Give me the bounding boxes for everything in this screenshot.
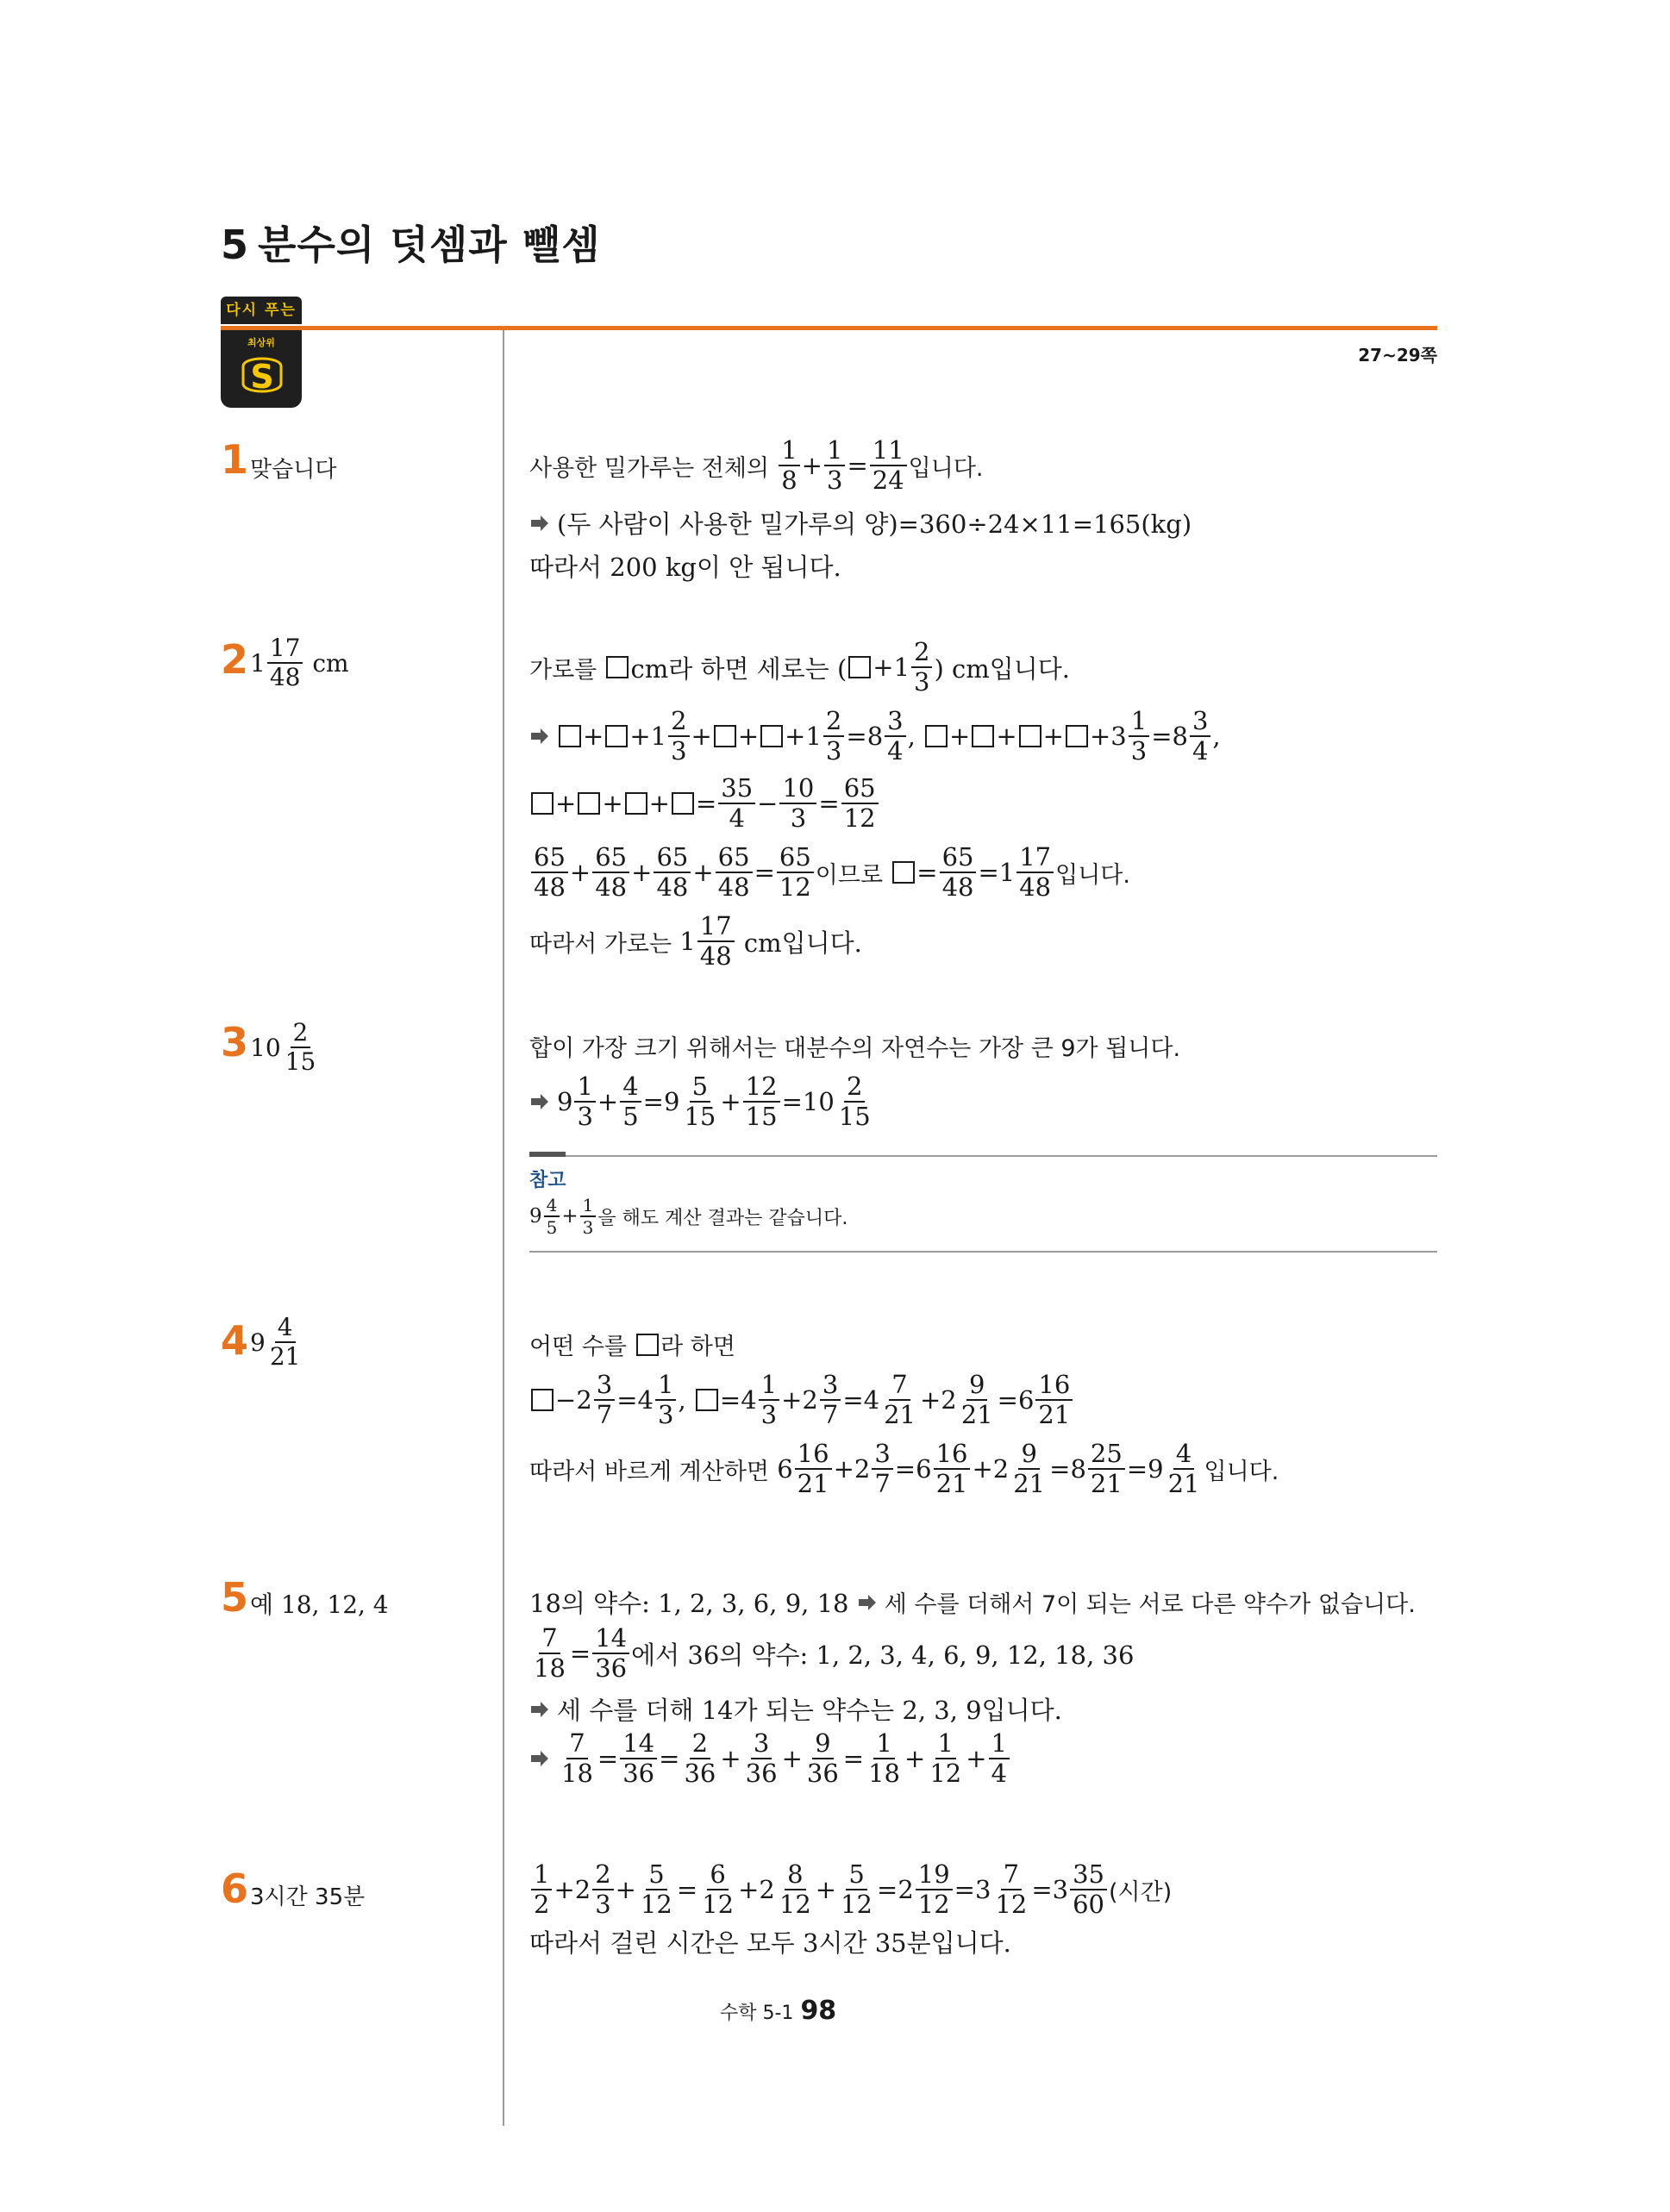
text: 입니다.	[1204, 1458, 1279, 1485]
fraction: 1 8	[779, 438, 799, 493]
text: 라 하면	[660, 1334, 735, 1360]
text: 18의 약수: 1, 2, 3, 6, 9, 18	[529, 1589, 849, 1618]
text: 합이 가장 크기 위해서는 대분수의 자연수는 가장 큰 9가 됩니다.	[529, 1035, 1181, 1062]
answer	[250, 1018, 320, 1076]
fraction: 14 36	[592, 1626, 629, 1681]
solution-line: 1 2 + 2 2 3 + 5 12 = 6 12 + 2 8 12 + 5 12 = 2 19 12 = 3 7 12 = 3 35 60 (시간)	[529, 1862, 1172, 1917]
fraction: 9 21	[960, 1370, 993, 1429]
text: 사용한 밀가루는 전체의	[529, 454, 769, 482]
fraction: 16 21	[795, 1441, 832, 1497]
badge-logo	[221, 330, 302, 408]
note-divider-top	[529, 1155, 1437, 1157]
right-arrow-icon	[529, 1748, 550, 1769]
question-number: 6	[221, 1865, 249, 1912]
fraction: 3 7	[872, 1441, 892, 1497]
solution-line: 사용한 밀가루는 전체의 1 8 + 1 3 = 11 24 입니다.	[529, 435, 984, 495]
question-number: 1	[221, 436, 249, 483]
fraction: $\frac{65}{12}$	[777, 845, 814, 900]
fraction: 2 3	[592, 1862, 613, 1917]
question-number: 4	[221, 1317, 249, 1364]
fraction: $\frac{65}{12}$	[841, 776, 879, 831]
fraction: 3 7	[820, 1372, 841, 1428]
solution-line	[529, 1691, 1062, 1727]
header-rule	[221, 326, 1437, 330]
blank-box	[625, 792, 647, 815]
solution-line	[529, 637, 1071, 697]
solution-line	[529, 548, 841, 584]
right-arrow-icon	[529, 1091, 550, 1112]
note-marker	[529, 1152, 566, 1157]
blank-box	[892, 861, 915, 884]
blank-box	[531, 792, 554, 815]
page-footer	[720, 1996, 836, 2026]
answer: 예 18, 12, 4	[250, 1590, 389, 1619]
text: 이므로	[815, 861, 884, 889]
badge-s-icon	[240, 349, 285, 399]
fraction: 16 21	[934, 1441, 971, 1497]
blank-box	[605, 725, 628, 747]
fraction: 17 48	[1016, 845, 1054, 900]
fraction: 2 15	[285, 1018, 316, 1076]
fraction: 6 12	[702, 1859, 735, 1919]
blank-box	[714, 725, 736, 747]
solution-line: 9 1 3 + 4 5 = 9 5 15 + 12 15 = 10 2 15	[529, 1074, 875, 1129]
fraction: 2 15	[838, 1072, 871, 1131]
blank-box	[1066, 725, 1088, 747]
blank-box	[531, 1389, 554, 1411]
note-title: 참고	[529, 1170, 566, 1191]
text: (두 사람이 사용한 밀가루의 양)=360÷24×11=165(kg)	[557, 509, 1192, 539]
answer	[250, 636, 349, 690]
note-body: 9 4 5 + 1 3 을 해도 계산 결과는 같습니다.	[529, 1195, 848, 1238]
blank-box	[636, 1334, 659, 1356]
fraction: 7 21	[884, 1370, 916, 1429]
right-arrow-icon	[857, 1592, 878, 1613]
solution-line: + + 1 2 3 + + + 1 $\frac{2}{3}$ = 8 3 4 , + + + + 3 $\frac{1}{3}$ = 8 3 4 ,	[529, 709, 1221, 764]
fraction: 3 36	[745, 1728, 778, 1788]
blank-box	[972, 725, 994, 747]
fraction: 9 36	[806, 1728, 839, 1788]
fraction: 1 3	[655, 1372, 676, 1428]
right-arrow-icon	[529, 513, 550, 534]
solution-line: 7 18 = 14 36 에서 36의 약수: 1, 2, 3, 4, 6, 9, 12, 18, 36	[529, 1626, 1134, 1681]
unit: cm	[312, 648, 349, 678]
solution-line	[529, 1328, 735, 1361]
fraction: 2 3	[668, 709, 689, 764]
text: 가로를	[529, 656, 597, 684]
fraction: 4 5	[544, 1197, 560, 1236]
page-number: 98	[800, 1996, 837, 2026]
solution-line: 7 18 = 14 36 = 2 36 + 3 36 + 9 36 = 1 18 + 1 12 + 1 4	[529, 1731, 1011, 1786]
whole: 10	[250, 1033, 281, 1062]
question-number: 3	[221, 1019, 249, 1065]
blank-box	[578, 792, 600, 815]
solution-line: 따라서 가로는 1 17 48 cm입니다.	[529, 911, 862, 971]
text: 에서 36의 약수: 1, 2, 3, 4, 6, 9, 12, 18, 36	[631, 1640, 1135, 1670]
chapter-number: 5	[221, 222, 250, 268]
answer: 3시간 35분	[250, 1884, 366, 1910]
fraction: 7 12	[995, 1859, 1028, 1919]
badge-label: 다시 푸는	[221, 297, 302, 324]
fraction: 1 4	[989, 1731, 1010, 1786]
fraction: 17 48	[697, 914, 735, 969]
whole: 9	[250, 1328, 266, 1357]
column-divider	[503, 330, 504, 2126]
text: 을 해도 계산 결과는 같습니다.	[597, 1207, 848, 1229]
question-number: 5	[221, 1574, 249, 1621]
subject-label: 수학 5-1	[720, 2003, 794, 2024]
fraction: 19 12	[916, 1862, 953, 1917]
solution-line	[529, 1584, 1416, 1620]
text: 따라서 바르게 계산하면	[529, 1458, 769, 1485]
text: cm입니다.	[743, 928, 862, 958]
text: 어떤 수를	[529, 1334, 627, 1360]
blank-box	[672, 792, 694, 815]
badge-sub-label: 최상위	[247, 337, 275, 348]
solution-line: 65 48 + $\frac{65}{48}$ + $\frac{65}{48}$ + $\frac{65}{48}$ = $\frac{65}{12}$ 이므로 = $\frac{65}{48}$ = 1 17 48 입니다.	[529, 845, 1130, 900]
text: 입니다.	[908, 454, 984, 482]
fraction: 9 21	[1013, 1439, 1046, 1498]
fraction: 12 15	[743, 1074, 780, 1129]
answer	[250, 1315, 304, 1369]
fraction: 1 3	[759, 1372, 779, 1428]
note-divider-bottom	[529, 1251, 1437, 1253]
text: +1	[873, 653, 910, 682]
fraction: $\frac{65}{48}$	[592, 845, 629, 900]
fraction: $\frac{1}{3}$	[1129, 709, 1149, 764]
fraction: 16 21	[1035, 1372, 1073, 1428]
question-number: 2	[221, 636, 249, 683]
text: 따라서 걸린 시간은 모두 3시간 35분입니다.	[529, 1928, 1011, 1958]
fraction: $\frac{10}{3}$	[779, 776, 816, 831]
fraction: $\frac{35}{4}$	[718, 776, 755, 831]
fraction: 1 3	[580, 1197, 597, 1236]
page-range: 27~29쪽	[1358, 345, 1437, 366]
text: 세 수를 더해서 7이 되는 서로 다른 약수가 없습니다.	[884, 1591, 1416, 1618]
badge-letter: S	[250, 358, 274, 396]
text: ) cm입니다.	[934, 653, 1071, 684]
right-arrow-icon	[529, 1699, 550, 1720]
solution-line	[529, 1924, 1011, 1959]
fraction: $\frac{65}{48}$	[716, 845, 753, 900]
solution-line: + + + = $\frac{35}{4}$ − $\frac{10}{3}$ = $\frac{65}{12}$	[529, 776, 880, 831]
fraction: 14 36	[620, 1731, 657, 1786]
fraction: 5 12	[841, 1859, 873, 1919]
fraction: 7 18	[561, 1728, 593, 1788]
fraction: 1 3	[574, 1074, 595, 1129]
text: 따라서 가로는	[529, 930, 672, 958]
fraction: 3 4	[1190, 709, 1210, 764]
blank-box	[925, 725, 948, 747]
blank-box	[696, 1389, 718, 1411]
text: 입니다.	[1055, 861, 1130, 889]
fraction: 4 5	[620, 1074, 641, 1129]
fraction: 35 60	[1070, 1862, 1107, 1917]
solution-line	[529, 505, 1192, 541]
chapter-title-text: 분수의 덧셈과 뺄셈	[258, 222, 601, 268]
fraction: $\frac{65}{48}$	[654, 845, 691, 900]
fraction: 5 12	[640, 1859, 672, 1919]
fraction: 25 21	[1088, 1441, 1125, 1497]
solution-line: − 2 3 7 = 4 1 3 , = 4 1 3 + 2 3 7 = 4 7 21 + 2 9 21 = 6 16 21	[529, 1372, 1074, 1428]
fraction: 1 18	[868, 1728, 900, 1788]
text: 세 수를 더해 14가 되는 약수는 2, 3, 9입니다.	[557, 1696, 1062, 1725]
fraction: 2 36	[684, 1728, 716, 1788]
fraction: 17 48	[267, 636, 303, 690]
text: cm라 하면 세로는 (	[630, 653, 848, 684]
fraction: 11 24	[870, 438, 907, 493]
answer: 맞습니다	[250, 457, 337, 483]
fraction: 7 18	[534, 1623, 566, 1683]
whole: 1	[250, 648, 266, 678]
fraction: 2 3	[911, 640, 932, 695]
fraction: 4 21	[1167, 1439, 1200, 1498]
text: 따라서 200 kg이 안 됩니다.	[529, 553, 841, 582]
blank-box	[1019, 725, 1041, 747]
fraction: 3 4	[885, 709, 905, 764]
blank-box	[848, 656, 871, 678]
chapter-title	[221, 214, 601, 271]
blank-box	[559, 725, 581, 747]
blank-box	[760, 725, 783, 747]
text: (시간)	[1109, 1878, 1173, 1906]
fraction: 4 21	[269, 1313, 301, 1371]
fraction: 1 2	[531, 1862, 552, 1917]
fraction: 5 15	[684, 1072, 716, 1131]
fraction: 8 12	[779, 1859, 811, 1919]
blank-box	[606, 656, 629, 678]
fraction: 3 7	[594, 1372, 615, 1428]
fraction: 1 12	[929, 1728, 962, 1788]
solution-line: 따라서 바르게 계산하면 6 16 21 + 2 3 7 = 6 16 21 + 2 9 21 = 8 25 21 = 9 4 21 입니다.	[529, 1439, 1279, 1498]
fraction: $\frac{2}{3}$	[823, 709, 844, 764]
right-arrow-icon	[529, 726, 550, 747]
fraction: 65 48	[531, 845, 568, 900]
fraction: $\frac{65}{48}$	[940, 845, 977, 900]
solution-line	[529, 1029, 1180, 1063]
fraction: 1 3	[824, 438, 845, 493]
